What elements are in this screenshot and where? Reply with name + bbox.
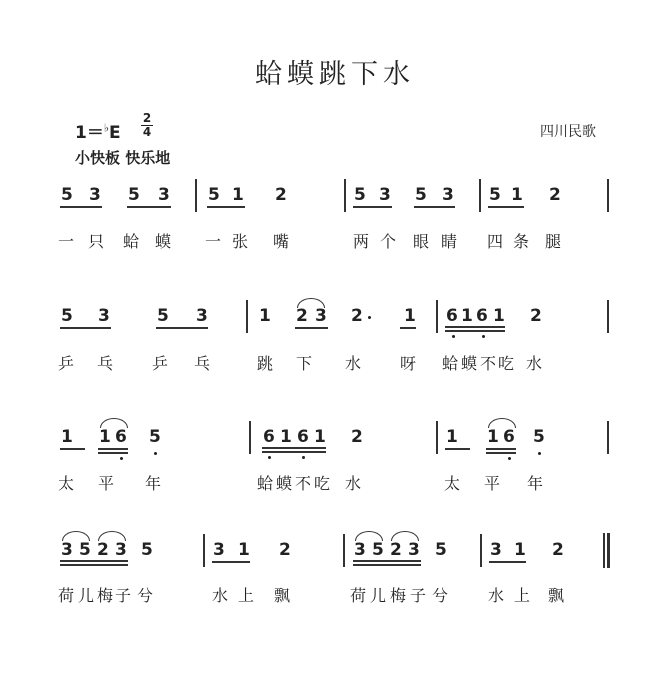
note: 6 [446, 306, 458, 326]
note: 2 [275, 185, 287, 205]
lyric: 兮 [137, 586, 154, 605]
lyric: 兮 [432, 586, 449, 605]
underline [60, 327, 111, 329]
note: 5 [354, 185, 366, 205]
slur [488, 418, 516, 428]
underline [60, 448, 85, 450]
underline [445, 326, 505, 328]
lyric: 儿 [370, 586, 387, 605]
underline [212, 561, 250, 563]
time-signature-bottom: 4 [142, 125, 152, 139]
note: 6 [297, 427, 309, 447]
barline [344, 179, 346, 212]
lyric: 跳 [257, 354, 274, 373]
note: 3 [354, 540, 366, 560]
note: 3 [158, 185, 170, 205]
note: 6 [503, 427, 515, 447]
barline [195, 179, 197, 212]
lyric: 乒 [152, 354, 169, 373]
note: 2 [97, 540, 109, 560]
flat-sign: ♭ [103, 121, 110, 135]
note: 1 [232, 185, 244, 205]
note: 3 [315, 306, 327, 326]
lyric: 一 [205, 232, 222, 251]
note: 2 [390, 540, 402, 560]
time-signature [140, 112, 154, 139]
note: 1 [514, 540, 526, 560]
barline [480, 534, 482, 567]
lyric: 水 [345, 474, 362, 493]
lower-octave-dot [482, 335, 485, 338]
lyric: 乓 [194, 354, 211, 373]
underline [400, 327, 416, 329]
note: 1 [461, 306, 473, 326]
lower-octave-dot [120, 457, 123, 460]
lyric: 不 [480, 354, 497, 373]
note: 5 [149, 427, 161, 447]
slur [297, 298, 325, 308]
lyric: 蛤 [257, 474, 274, 493]
note: 5 [415, 185, 427, 205]
underline [60, 564, 128, 566]
lyric: 乒 [58, 354, 75, 373]
underline [127, 206, 171, 208]
lyric: 梅 [97, 586, 114, 605]
lower-octave-dot [302, 456, 305, 459]
underline [98, 452, 128, 454]
underline [156, 327, 208, 329]
barline [436, 421, 438, 454]
underline [353, 560, 421, 562]
time-signature-top: 2 [142, 111, 152, 125]
note: 3 [442, 185, 454, 205]
underline [489, 561, 526, 563]
lyric: 条 [513, 232, 530, 251]
note: 1 [511, 185, 523, 205]
note: 2 [351, 427, 363, 447]
note: 1 [99, 427, 111, 447]
final-barline-thick [607, 533, 610, 568]
lyric: 年 [145, 474, 162, 493]
lyric: 嘴 [273, 232, 290, 251]
underline [60, 206, 102, 208]
underline [60, 560, 128, 562]
note: 2 [549, 185, 561, 205]
key-note: E [109, 123, 121, 143]
barline [607, 421, 609, 454]
note: 5 [61, 306, 73, 326]
lyric: 年 [527, 474, 544, 493]
underline [488, 206, 524, 208]
note: 5 [157, 306, 169, 326]
note: 3 [490, 540, 502, 560]
lyric: 吃 [498, 354, 515, 373]
lyric: 个 [380, 232, 397, 251]
slur [391, 531, 419, 541]
note: 5 [533, 427, 545, 447]
note: 1 [238, 540, 250, 560]
note: 1 [314, 427, 326, 447]
lyric: 蟆 [155, 232, 172, 251]
underline [262, 451, 326, 453]
lyric: 荷 [58, 586, 75, 605]
underline [445, 448, 470, 450]
underline [98, 448, 128, 450]
lyric: 水 [488, 586, 505, 605]
note: 5 [372, 540, 384, 560]
lyric: 吃 [314, 474, 331, 493]
note: 5 [435, 540, 447, 560]
barline [343, 534, 345, 567]
underline [353, 564, 421, 566]
underline [445, 330, 505, 332]
note: 3 [213, 540, 225, 560]
note: 1 [404, 306, 416, 326]
note: 5 [141, 540, 153, 560]
underline [414, 206, 455, 208]
note: 5 [489, 185, 501, 205]
note: 3 [61, 540, 73, 560]
underline [486, 448, 516, 450]
key-prefix: 1＝ [75, 123, 104, 143]
lyric: 太 [58, 474, 75, 493]
lower-octave-dot [452, 335, 455, 338]
tempo-marking: 小快板 快乐地 [75, 149, 171, 167]
note: 3 [98, 306, 110, 326]
note: 1 [259, 306, 271, 326]
lyric: 水 [526, 354, 543, 373]
note: 6 [476, 306, 488, 326]
lyric: 下 [296, 354, 313, 373]
note: 1 [280, 427, 292, 447]
note: 6 [115, 427, 127, 447]
note: 2 [530, 306, 542, 326]
lyric: 蟆 [276, 474, 293, 493]
lyric: 睛 [441, 232, 458, 251]
lyric: 蟆 [461, 354, 478, 373]
song-origin: 四川民歌 [540, 124, 596, 140]
lyric: 子 [410, 586, 427, 605]
slur [98, 531, 126, 541]
lyric: 眼 [413, 232, 430, 251]
slur [62, 531, 90, 541]
lyric: 儿 [78, 586, 95, 605]
lyric: 上 [514, 586, 531, 605]
lyric: 水 [212, 586, 229, 605]
lyric: 平 [484, 474, 501, 493]
final-barline-thin [603, 533, 605, 568]
lyric: 乓 [97, 354, 114, 373]
note: 2 [552, 540, 564, 560]
note: 1 [61, 427, 73, 447]
barline [246, 300, 248, 333]
key-signature [75, 118, 121, 143]
lyric: 水 [345, 354, 362, 373]
barline [607, 179, 609, 212]
note: 2 [279, 540, 291, 560]
lower-octave-dot [508, 457, 511, 460]
lyric: 子 [115, 586, 132, 605]
note: 1 [446, 427, 458, 447]
lyric: 上 [238, 586, 255, 605]
note: 5 [208, 185, 220, 205]
underline [262, 447, 326, 449]
lyric: 荷 [350, 586, 367, 605]
barline [479, 179, 481, 212]
underline [486, 452, 516, 454]
note: 2 [351, 306, 363, 326]
note: 3 [115, 540, 127, 560]
note: 3 [408, 540, 420, 560]
lyric: 梅 [390, 586, 407, 605]
lyric: 太 [444, 474, 461, 493]
lyric: 两 [353, 232, 370, 251]
barline [203, 534, 205, 567]
slur [355, 531, 383, 541]
note: 5 [128, 185, 140, 205]
lyric: 蛤 [442, 354, 459, 373]
lyric: 蛤 [123, 232, 140, 251]
note: 2 [296, 306, 308, 326]
augmentation-dot [368, 316, 371, 319]
lower-octave-dot [538, 452, 541, 455]
underline [353, 206, 392, 208]
note: 5 [79, 540, 91, 560]
lyric: 四 [487, 232, 504, 251]
lyric: 呀 [400, 354, 417, 373]
lyric: 一 [58, 232, 75, 251]
underline [207, 206, 245, 208]
lyric: 飘 [274, 586, 291, 605]
note: 3 [89, 185, 101, 205]
lower-octave-dot [154, 452, 157, 455]
lyric: 腿 [545, 232, 562, 251]
barline [249, 421, 251, 454]
note: 6 [263, 427, 275, 447]
note: 3 [379, 185, 391, 205]
lyric: 平 [98, 474, 115, 493]
note: 1 [487, 427, 499, 447]
note: 3 [196, 306, 208, 326]
lyric: 只 [88, 232, 105, 251]
lower-octave-dot [268, 456, 271, 459]
barline [436, 300, 438, 333]
barline [607, 300, 609, 333]
note: 1 [493, 306, 505, 326]
lyric: 张 [232, 232, 249, 251]
slur [100, 418, 128, 428]
lyric: 飘 [548, 586, 565, 605]
lyric: 不 [295, 474, 312, 493]
note: 5 [61, 185, 73, 205]
underline [295, 327, 328, 329]
page-title: 蛤蟆跳下水 [255, 59, 415, 90]
